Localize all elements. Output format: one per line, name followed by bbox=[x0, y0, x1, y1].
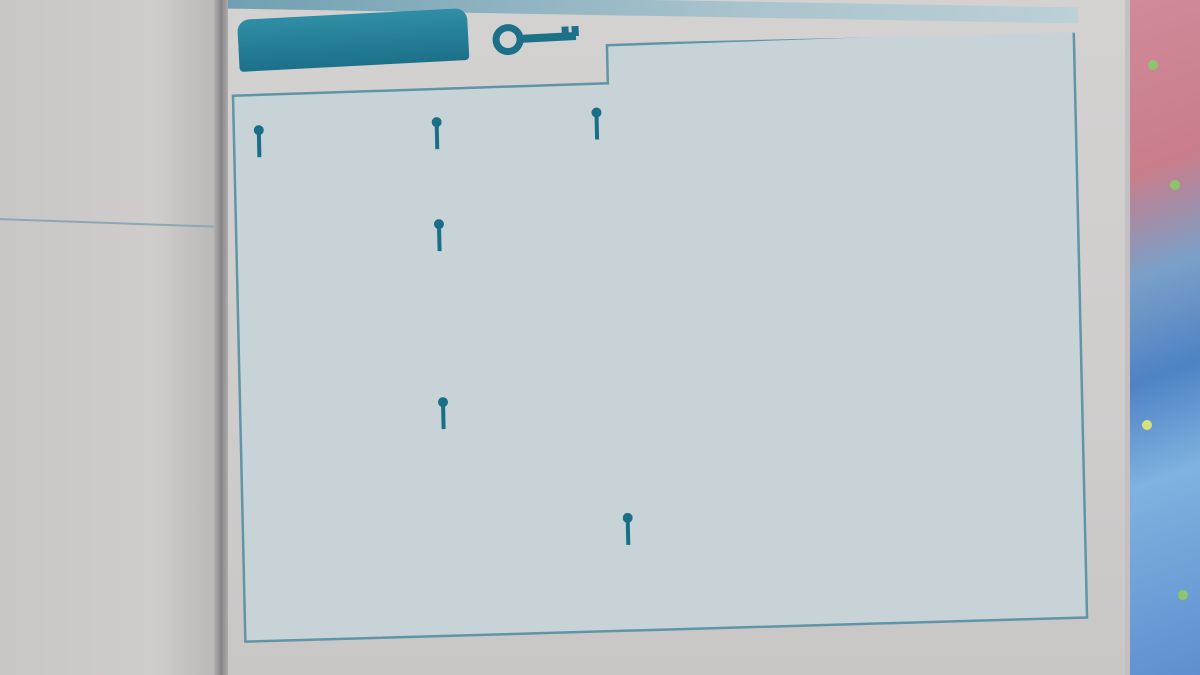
pin-icon bbox=[623, 513, 634, 547]
left-page-text bbox=[0, 0, 222, 20]
pin-icon bbox=[434, 219, 445, 253]
left-page bbox=[0, 0, 222, 675]
vocabulary-box-background bbox=[222, 32, 1097, 647]
pin-icon bbox=[591, 107, 602, 141]
pin-icon bbox=[432, 117, 443, 151]
vocabulary-box bbox=[222, 32, 1097, 647]
pin-icon bbox=[254, 125, 265, 159]
divider-line bbox=[0, 218, 222, 228]
background-fabric bbox=[1130, 0, 1200, 675]
pin-icon bbox=[438, 397, 449, 431]
